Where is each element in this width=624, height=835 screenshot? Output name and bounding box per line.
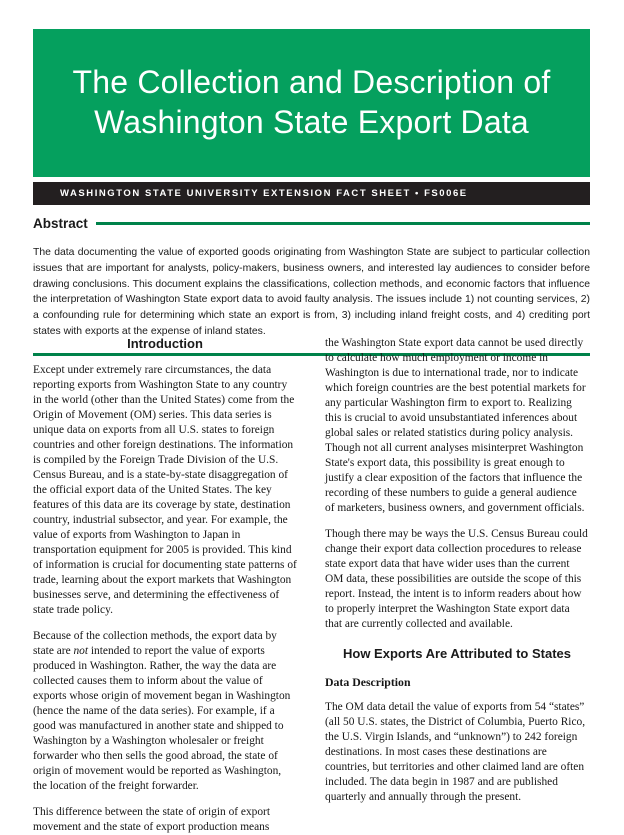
abstract-heading-rule <box>96 222 590 225</box>
right-paragraph-2: Though there may be ways the U.S. Census Bureau could change their export data collection procedures to release state export data that have wider uses than the current OM data, these possibilities are outside the scope of this report. Instead, the intent is to inform readers about how to properly interpret the Washington State export data that are currently collected and available. <box>325 527 588 630</box>
introduction-heading: Introduction <box>127 336 203 351</box>
publication-series-label: WASHINGTON STATE UNIVERSITY EXTENSION FACT SHEET • FS006E <box>60 188 468 199</box>
data-description-subheading: Data Description <box>325 674 411 689</box>
left-column <box>33 336 297 833</box>
left-paragraph-1: Except under extremely rare circumstances, the data reporting exports from Washington State to any country in the world (other than the United States) come from the Origin of Movement (OM) series. This data series is unique data on exports from all U.S. states to foreign countries and other foreign destinations. The information is compiled by the Foreign Trade Division of the U.S. Census Bureau, and is a state-by-state disaggregation of the official export data of the United States. The key features of this data are its coverage by state, destination country, industrial subsector, and year. For example, the value of exports from Washington to Japan in transportation equipment for 2005 is provided. This kind of information is crucial for documenting state patterns of trade, learning about the export markets that Washington businesses serve, and determining the effectiveness of state trade policy. <box>33 364 297 616</box>
abstract-heading: Abstract <box>33 216 88 231</box>
how-exports-attributed-heading: How Exports Are Attributed to States <box>342 645 571 661</box>
left-paragraph-2-emphasis: not <box>73 644 89 657</box>
page-title: The Collection and Description of Washington State Export Data <box>72 64 551 140</box>
body-columns <box>33 336 590 833</box>
abstract-section <box>33 216 590 356</box>
left-paragraph-2-part-a: Because of the collection methods, the export data by state are <box>33 629 277 657</box>
right-column <box>325 336 589 803</box>
left-paragraph-3: This difference between the state of origin of export movement and the state of export production means <box>33 805 271 833</box>
publication-series-bar <box>33 182 590 205</box>
abstract-body: The data documenting the value of exported goods originating from Washington State are subject to particular collection issues that are important for analysts, policy-makers, business owners, and interested lay audiences to consider before drawing conclusions. This document explains the classifications, collection methods, and economic factors that influence the interpretation of Washington State export data to avoid faulty analysis. The issues include 1) not counting services, 2) a confounding rule for determining which state an export is from, 3) including inland freight costs, and 4) crediting port states with exports at the expense of inland states. <box>33 247 590 338</box>
right-paragraph-3: The OM data detail the value of exports from 54 “states” (all 50 U.S. states, the District of Columbia, Puerto Rico, the U.S. Virgin Islands, and “unknown”) to 242 foreign destinations. In most cases these destinations are countries, but territories and other claimed land are often included. The data begin in 1987 and are published quarterly and annually through the present. <box>325 700 586 803</box>
left-paragraph-2-part-b: intended to report the value of exports produced in Washington. Rather, the way the data are collected causes them to inform about the value of exports whose origin of movement began in Washington (hence the name of the data series). For example, if a good was manufactured in another state and shipped to Washington by a Washington wholesaler or freight forwarder who then sells the good abroad, the state of origin of movement would be reported as Washington, the location of the freight forwarder. <box>33 644 291 792</box>
title-banner <box>33 29 590 177</box>
abstract-heading-row <box>33 216 590 231</box>
left-paragraph-2 <box>33 629 297 794</box>
right-paragraph-1: the Washington State export data cannot be used directly to calculate how much employment or income in Washington is due to international trade, nor to indicate which foreign countries are the best potential markets for any particular Washington firm to export to. Realizing this is crucial to avoid unsubstantiated inferences about global sales or related statistics during policy analysis. Though not all current analyses misinterpret Washington State's export data, this possibility is great enough to justify a clear exposition of the factors that influence the recording of these numbers to guide a general audience of marketers, business owners, and government officials. <box>325 337 586 514</box>
